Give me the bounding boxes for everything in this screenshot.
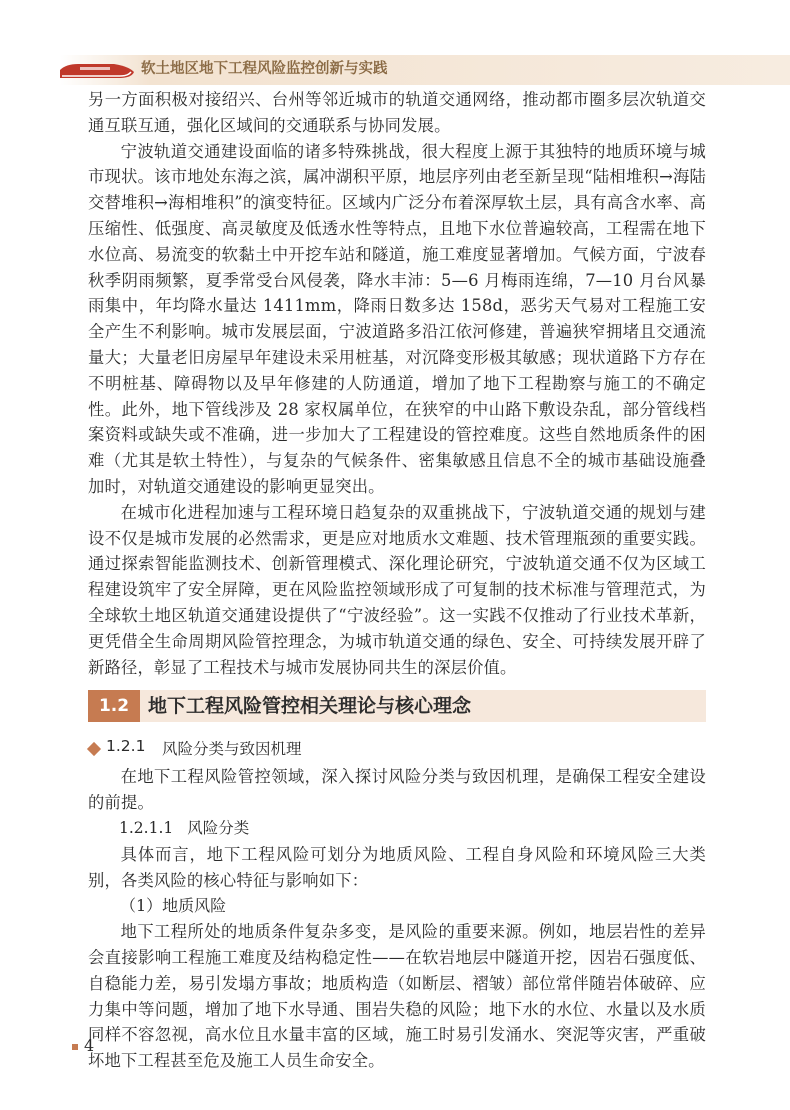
paragraph: 具体而言，地下工程风险可划分为地质风险、工程自身风险和环境风险三大类别，各类风险的核心特征与影响如下：: [88, 844, 706, 890]
subsection-heading: [88, 734, 706, 764]
item-heading: （1）地质风险: [120, 896, 227, 916]
paragraph: 地下工程所处的地质条件复杂多变，是风险的重要来源。例如，地层岩性的差异会直接影响工程施工难度及结构稳定性——在软岩地层中隧道开挖，因岩石强度低、自稳能力差，易引发塌方事故；地质构造（如断层、褶皱）部位常伴随岩体破碎、应力集中等问题，增加了地下水导通、围岩失稳的风险；地下水的水位、水量以及水质同样不容忽视，高水位且水量丰富的区域，施工时易引发涌水、突泥等灾害，严重破坏地下工程甚至危及施工人员生命安全。: [88, 922, 706, 1071]
train-icon: [58, 58, 136, 82]
paragraph: 另一方面积极对接绍兴、台州等邻近城市的轨道交通网络，推动都市圈多层次轨道交通互联互通，强化区域间的交通联系与协同发展。: [88, 90, 706, 135]
section-number: 1.2: [88, 690, 140, 722]
subsection-title: 风险分类与致因机理: [162, 740, 302, 759]
subsubsection-title: 风险分类: [187, 818, 250, 837]
paragraph: 在城市化进程加速与工程环境日趋复杂的双重挑战下，宁波轨道交通的规划与建设不仅是城市发展的必然需求，更是应对地质水文难题、技术管理瓶颈的重要实践。通过探索智能监测技术、创新管理模式、深化理论研究，宁波轨道交通不仅为区域工程建设筑牢了安全屏障，更在风险监控领域形成了可复制的技术标准与管理范式，为全球软土地区轨道交通建设提供了“宁波经验”。这一实践不仅推动了行业技术革新，更凭借全生命周期风险管控理念，为城市轨道交通的绿色、安全、可持续发展开辟了新路径，彰显了工程技术与城市发展协同共生的深层价值。: [88, 502, 706, 677]
page-marker-icon: [72, 1044, 78, 1050]
diamond-bullet-icon: [87, 742, 101, 756]
subsubsection-number: 1.2.1.1: [119, 818, 174, 837]
section-heading: [88, 690, 706, 722]
paragraph: 宁波轨道交通建设面临的诸多特殊挑战，很大程度上源于其独特的地质环境与城市现状。该市地处东海之滨，属冲湖积平原，地层序列由老至新呈现“陆相堆积→海陆交替堆积→海相堆积”的演变特征。区域内广泛分布着深厚软土层，具有高含水率、高压缩性、低强度、高灵敏度及低透水性等特点，且地下水位普遍较高，工程需在地下水位高、易流变的软黏土中开挖车站和隧道，施工难度显著增加。气候方面，宁波春秋季阴雨频繁，夏季常受台风侵袭，降水丰沛：5—6 月梅雨连绵，7—10 月台风暴雨集中，年均降水量达 1411mm，降雨日数多达 158d，恶劣天气易对工程施工安全产生不利影响。城市发展层面，宁波道路多沿江依河修建，普遍狭窄拥堵且交通流量大；大量老旧房屋早年建设未采用桩基，对沉降变形极其敏感；现状道路下方存在不明桩基、障碍物以及早年修建的人防通道，增加了地下工程勘察与施工的不确定性。此外，地下管线涉及 28 家权属单位，在狭窄的中山路下敷设杂乱，部分管线档案资料或缺失或不准确，进一步加大了工程建设的管控难度。这些自然地质条件的困难（尤其是软土特性），与复杂的气候条件、密集敏感且信息不全的城市基础设施叠加时，对轨道交通建设的影响更显突出。: [88, 141, 706, 496]
subsection-number: 1.2.1: [106, 737, 146, 756]
page-content: [88, 87, 706, 1074]
subsubsection-heading: [88, 816, 706, 842]
running-header-title: 软土地区地下工程风险监控创新与实践: [141, 61, 388, 77]
page-number: 4: [84, 1036, 95, 1055]
paragraph: 在地下工程风险管控领域，深入探讨风险分类与致因机理，是确保工程安全建设的前提。: [88, 767, 706, 813]
section-title: 地下工程风险管控相关理论与核心理念: [148, 695, 472, 718]
page-footer: [72, 1036, 94, 1055]
